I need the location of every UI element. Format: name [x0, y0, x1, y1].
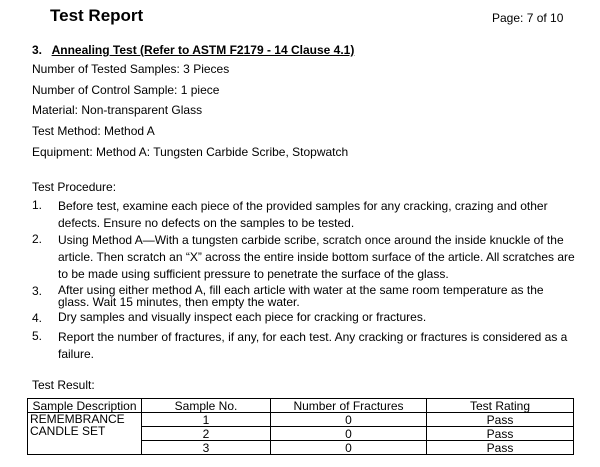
- fracture-count: 0: [271, 413, 427, 427]
- sample-number: 2: [142, 427, 271, 441]
- result-label: Test Result:: [32, 378, 95, 392]
- step-number: 4.: [32, 311, 43, 325]
- procedure-label: Test Procedure:: [32, 180, 117, 194]
- test-rating: Pass: [427, 441, 574, 455]
- step-number: 1.: [32, 198, 43, 212]
- test-rating: Pass: [427, 413, 574, 427]
- step-number: 3.: [32, 284, 43, 298]
- description-line: CANDLE SET: [30, 424, 106, 438]
- report-title: Test Report: [50, 6, 144, 25]
- test-rating: Pass: [427, 427, 574, 441]
- step-text: Dry samples and visually inspect each piece for cracking or fractures.: [58, 310, 427, 324]
- step-number: 2.: [32, 232, 43, 246]
- info-equipment: Equipment: Method A: Tungsten Carbide Scribe, Stopwatch: [32, 145, 349, 159]
- description-line: REMEMBRANCE: [30, 412, 125, 426]
- column-header: Test Rating: [427, 399, 574, 413]
- info-test-method: Test Method: Method A: [32, 124, 155, 138]
- step-text: Report the number of fractures, if any, for each test. Any cracking or fractures is considered as a failure.: [58, 330, 568, 361]
- section-heading: [32, 43, 354, 57]
- step-text: After using either method A, fill each article with water at the same room temperature as the glass. Wait 15 minutes, then empty the water.: [58, 283, 544, 309]
- page-number: Page: 7 of 10: [492, 11, 564, 25]
- sample-number: 1: [142, 413, 271, 427]
- column-header: Sample No.: [142, 399, 271, 413]
- info-control-sample: Number of Control Sample: 1 piece: [32, 83, 220, 97]
- info-tested-samples: Number of Tested Samples: 3 Pieces: [32, 62, 230, 76]
- section-title: Annealing Test (Refer to ASTM F2179 - 14 Clause 4.1): [51, 43, 355, 57]
- sample-number: 3: [142, 441, 271, 455]
- sample-description: [28, 413, 142, 455]
- fracture-count: 0: [271, 427, 427, 441]
- fracture-count: 0: [271, 441, 427, 455]
- step-text: Using Method A—With a tungsten carbide scribe, scratch once around the inside knuckle of the article. Then scratch an “X” across the entire inside bottom surface of the article. All scratches are to be made using sufficient pressure to penetrate the surface of the glass.: [58, 233, 575, 281]
- result-table: [27, 398, 574, 455]
- column-header: Sample Description: [28, 399, 142, 413]
- section-number: 3.: [32, 43, 43, 57]
- table-header-row: [28, 399, 574, 413]
- table-row: [28, 413, 574, 427]
- info-material: Material: Non-transparent Glass: [32, 103, 203, 117]
- column-header: Number of Fractures: [271, 399, 427, 413]
- step-text: Before test, examine each piece of the provided samples for any cracking, crazing and other defects. Ensure no defects on the samples to be tested.: [58, 199, 548, 230]
- step-number: 5.: [32, 329, 43, 343]
